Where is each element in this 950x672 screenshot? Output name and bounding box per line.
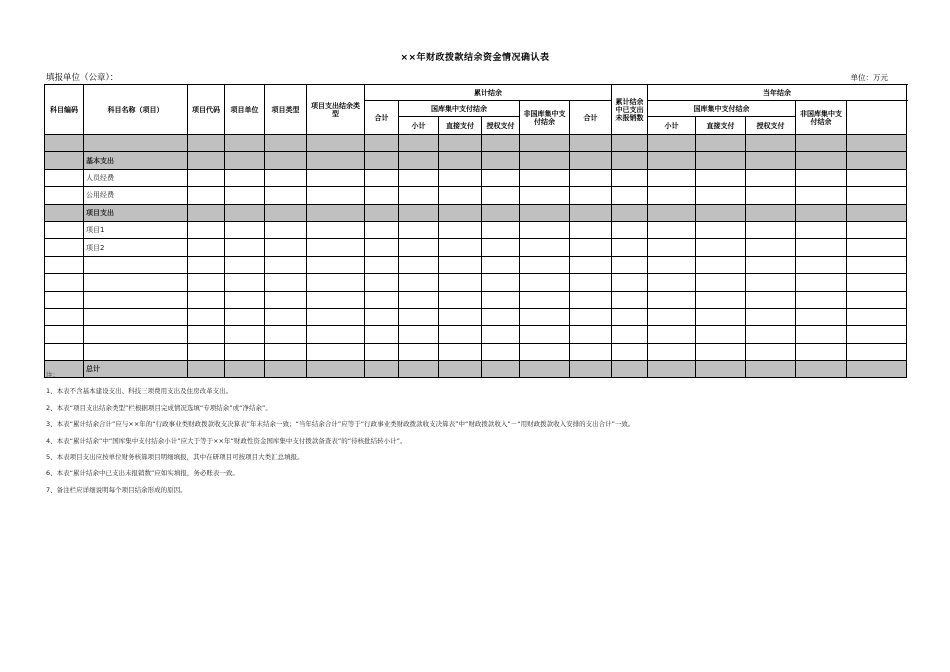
- data-cell[interactable]: [365, 152, 399, 169]
- row-label-cell[interactable]: 公用经费: [84, 187, 188, 204]
- data-cell[interactable]: [399, 343, 439, 360]
- header-subject-code: 科目编码: [45, 85, 84, 135]
- data-cell[interactable]: [439, 169, 482, 186]
- data-cell[interactable]: [570, 135, 612, 152]
- data-cell[interactable]: [847, 274, 907, 291]
- data-cell[interactable]: [520, 169, 570, 186]
- table-row: [45, 291, 907, 308]
- data-cell[interactable]: [399, 152, 439, 169]
- data-cell[interactable]: [796, 135, 847, 152]
- table-row: [45, 274, 907, 291]
- data-cell[interactable]: [612, 152, 648, 169]
- data-cell[interactable]: [696, 326, 746, 343]
- data-cell[interactable]: [612, 326, 648, 343]
- data-cell[interactable]: [225, 221, 265, 238]
- data-cell[interactable]: [265, 308, 307, 325]
- data-cell[interactable]: [520, 326, 570, 343]
- data-cell[interactable]: [520, 221, 570, 238]
- data-cell[interactable]: [612, 239, 648, 256]
- data-cell[interactable]: [696, 274, 746, 291]
- data-cell[interactable]: [482, 204, 520, 221]
- data-cell[interactable]: [188, 204, 225, 221]
- data-cell[interactable]: [648, 274, 696, 291]
- data-cell[interactable]: [520, 204, 570, 221]
- data-cell[interactable]: [570, 169, 612, 186]
- note-line: 3、本表“累计结余合计”应与××年的“行政事业类财政拨款收支决算表”年末结余一致；“当年结余合计”应等于“行政事业类财政拨款收支决算表”中“财政拨款收入”－“用财政拨款收入安排的支出合计”一致。: [46, 420, 635, 429]
- data-cell[interactable]: [612, 291, 648, 308]
- data-cell[interactable]: [307, 187, 365, 204]
- data-cell[interactable]: [746, 152, 796, 169]
- data-cell[interactable]: [399, 135, 439, 152]
- data-cell[interactable]: [847, 169, 907, 186]
- table-row: [45, 308, 907, 325]
- data-cell[interactable]: [796, 204, 847, 221]
- data-cell[interactable]: [482, 135, 520, 152]
- data-cell[interactable]: [482, 326, 520, 343]
- data-cell[interactable]: [307, 308, 365, 325]
- data-cell[interactable]: [482, 256, 520, 273]
- data-cell[interactable]: [188, 308, 225, 325]
- header-cum-direct: 直接支付: [439, 117, 482, 135]
- row-label-cell[interactable]: [84, 343, 188, 360]
- data-cell[interactable]: [265, 135, 307, 152]
- note-line: 2、本表“项目支出结余类型”栏根据项目完成情况选填“专项结余”或“净结余”。: [46, 403, 272, 412]
- data-cell[interactable]: [399, 204, 439, 221]
- row-label-cell[interactable]: 项目1: [84, 221, 188, 238]
- data-cell[interactable]: [482, 239, 520, 256]
- data-cell[interactable]: [482, 187, 520, 204]
- data-cell[interactable]: [188, 274, 225, 291]
- data-cell[interactable]: [439, 135, 482, 152]
- notes-section: [46, 367, 634, 498]
- data-cell[interactable]: [796, 221, 847, 238]
- data-cell[interactable]: [307, 221, 365, 238]
- data-cell[interactable]: [847, 256, 907, 273]
- header-current-year: 当年结余: [648, 85, 907, 101]
- data-cell[interactable]: [796, 291, 847, 308]
- data-cell[interactable]: [307, 239, 365, 256]
- data-cell[interactable]: [307, 135, 365, 152]
- data-cell[interactable]: [746, 187, 796, 204]
- header-cur-total: 合计: [570, 101, 612, 135]
- data-cell[interactable]: [399, 221, 439, 238]
- data-cell[interactable]: [265, 204, 307, 221]
- data-cell[interactable]: [746, 204, 796, 221]
- data-cell[interactable]: [796, 274, 847, 291]
- table-row: [45, 204, 907, 221]
- data-cell[interactable]: [648, 204, 696, 221]
- data-cell[interactable]: [847, 361, 907, 378]
- data-cell[interactable]: [847, 326, 907, 343]
- data-cell[interactable]: [188, 343, 225, 360]
- data-cell[interactable]: [696, 204, 746, 221]
- data-cell[interactable]: [439, 152, 482, 169]
- data-cell[interactable]: [847, 152, 907, 169]
- data-cell[interactable]: [265, 326, 307, 343]
- data-cell[interactable]: [439, 291, 482, 308]
- data-cell[interactable]: [399, 169, 439, 186]
- data-cell[interactable]: [365, 326, 399, 343]
- data-cell[interactable]: [746, 169, 796, 186]
- data-cell[interactable]: [570, 343, 612, 360]
- data-cell[interactable]: [225, 256, 265, 273]
- data-cell[interactable]: [520, 308, 570, 325]
- data-cell[interactable]: [746, 361, 796, 378]
- data-cell[interactable]: [847, 204, 907, 221]
- header-project-unit: 项目单位: [225, 85, 265, 135]
- data-cell[interactable]: [746, 291, 796, 308]
- data-cell[interactable]: [265, 291, 307, 308]
- row-label-cell[interactable]: 人员经费: [84, 169, 188, 186]
- data-cell[interactable]: [570, 204, 612, 221]
- data-cell[interactable]: [746, 135, 796, 152]
- data-cell[interactable]: [225, 152, 265, 169]
- table-row: [45, 152, 907, 169]
- data-cell[interactable]: [482, 169, 520, 186]
- data-cell[interactable]: [696, 361, 746, 378]
- data-cell[interactable]: [307, 343, 365, 360]
- table-row: [45, 221, 907, 238]
- data-cell[interactable]: [612, 256, 648, 273]
- header-balance-type: 项目支出结余类型: [307, 85, 365, 135]
- data-cell[interactable]: [307, 274, 365, 291]
- data-cell[interactable]: [439, 343, 482, 360]
- row-label-cell[interactable]: 基本支出: [84, 152, 188, 169]
- data-cell[interactable]: [482, 152, 520, 169]
- header-cum-subtotal: 小计: [399, 117, 439, 135]
- data-cell[interactable]: [696, 291, 746, 308]
- note-line: 7、备注栏应详细说明每个项目结余形成的原因。: [46, 485, 187, 494]
- data-cell[interactable]: [225, 343, 265, 360]
- row-label-cell[interactable]: [84, 256, 188, 273]
- data-cell[interactable]: [307, 204, 365, 221]
- table-row: [45, 343, 907, 360]
- data-cell[interactable]: [796, 169, 847, 186]
- data-cell[interactable]: [45, 135, 84, 152]
- note-line: 5、本表项目支出应按单位财务核算项目明细填报，其中在研项目可按项目大类汇总填报。: [46, 453, 304, 462]
- data-cell[interactable]: [265, 256, 307, 273]
- data-cell[interactable]: [696, 187, 746, 204]
- data-cell[interactable]: [696, 221, 746, 238]
- data-cell[interactable]: [612, 274, 648, 291]
- table-row: [45, 256, 907, 273]
- data-cell[interactable]: [188, 256, 225, 273]
- header-cum-treasury: 国库集中支付结余: [399, 101, 520, 117]
- data-cell[interactable]: [439, 308, 482, 325]
- data-cell[interactable]: [265, 274, 307, 291]
- note-line: 4、本表“累计结余”中“国库集中支付结余小计”应大于等于××年“财政性资金国库集中支付拨款备查表”的“待核批结转小计”。: [46, 436, 407, 445]
- data-cell[interactable]: [520, 291, 570, 308]
- data-cell[interactable]: [696, 152, 746, 169]
- data-cell[interactable]: [847, 291, 907, 308]
- data-cell[interactable]: [365, 274, 399, 291]
- data-cell[interactable]: [612, 187, 648, 204]
- filler-unit-label: 填报单位（公章）：: [46, 73, 119, 83]
- data-cell[interactable]: [847, 343, 907, 360]
- data-cell[interactable]: [796, 308, 847, 325]
- header-unreported: 累计结余中已支出未报销数: [612, 85, 648, 135]
- data-cell[interactable]: [648, 169, 696, 186]
- data-cell[interactable]: [570, 291, 612, 308]
- data-cell[interactable]: [796, 256, 847, 273]
- data-cell[interactable]: [696, 239, 746, 256]
- data-cell[interactable]: [520, 274, 570, 291]
- data-cell[interactable]: [612, 169, 648, 186]
- data-cell[interactable]: [399, 308, 439, 325]
- data-cell[interactable]: [482, 343, 520, 360]
- data-cell[interactable]: [188, 239, 225, 256]
- data-cell[interactable]: [399, 239, 439, 256]
- data-cell[interactable]: [796, 326, 847, 343]
- data-cell[interactable]: [225, 169, 265, 186]
- data-cell[interactable]: [570, 187, 612, 204]
- data-cell[interactable]: [796, 361, 847, 378]
- note-line: 6、本表“累计结余中已支出未报销数”应如实填报，务必账表一致。: [46, 469, 239, 478]
- data-cell[interactable]: [188, 169, 225, 186]
- data-cell[interactable]: [847, 221, 907, 238]
- data-cell[interactable]: [225, 135, 265, 152]
- table-row: [45, 326, 907, 343]
- data-cell[interactable]: [225, 187, 265, 204]
- data-cell[interactable]: [365, 256, 399, 273]
- data-cell[interactable]: [365, 169, 399, 186]
- data-cell[interactable]: [648, 187, 696, 204]
- data-cell[interactable]: [265, 343, 307, 360]
- header-cur-direct: 直接支付: [696, 117, 746, 135]
- data-cell[interactable]: [45, 152, 84, 169]
- data-cell[interactable]: [520, 256, 570, 273]
- data-cell[interactable]: [696, 343, 746, 360]
- data-cell[interactable]: [746, 239, 796, 256]
- data-cell[interactable]: [847, 135, 907, 152]
- data-cell[interactable]: [265, 221, 307, 238]
- data-cell[interactable]: [225, 291, 265, 308]
- data-cell[interactable]: [265, 169, 307, 186]
- data-cell[interactable]: [570, 308, 612, 325]
- note-line: 注：: [46, 371, 59, 379]
- table-row: [45, 187, 907, 204]
- data-cell[interactable]: [45, 308, 84, 325]
- data-cell[interactable]: [399, 291, 439, 308]
- data-cell[interactable]: [188, 152, 225, 169]
- header-cur-non-treasury: 非国库集中支付结余: [796, 101, 847, 135]
- data-cell[interactable]: [746, 308, 796, 325]
- table-row: [45, 239, 907, 256]
- data-cell[interactable]: [439, 187, 482, 204]
- data-cell[interactable]: [225, 204, 265, 221]
- data-cell[interactable]: [399, 256, 439, 273]
- data-cell[interactable]: [648, 308, 696, 325]
- data-cell[interactable]: [265, 187, 307, 204]
- data-cell[interactable]: [188, 326, 225, 343]
- data-cell[interactable]: [482, 274, 520, 291]
- data-cell[interactable]: [746, 343, 796, 360]
- data-cell[interactable]: [365, 291, 399, 308]
- data-cell[interactable]: [520, 343, 570, 360]
- data-cell[interactable]: [612, 343, 648, 360]
- data-cell[interactable]: [482, 308, 520, 325]
- data-cell[interactable]: [696, 135, 746, 152]
- data-cell[interactable]: [648, 343, 696, 360]
- data-cell[interactable]: [696, 308, 746, 325]
- data-cell[interactable]: [307, 152, 365, 169]
- data-cell[interactable]: [188, 221, 225, 238]
- balance-table: [44, 84, 907, 378]
- row-label-cell[interactable]: [84, 326, 188, 343]
- row-label-cell[interactable]: [84, 291, 188, 308]
- data-cell[interactable]: [188, 291, 225, 308]
- data-cell[interactable]: [45, 326, 84, 343]
- data-cell[interactable]: [188, 135, 225, 152]
- header-subject-name: 科目名称（项目）: [84, 85, 188, 135]
- header-cum-non-treasury: 非国库集中支付结余: [520, 101, 570, 135]
- header-cur-authorized: 授权支付: [746, 117, 796, 135]
- data-cell[interactable]: [45, 221, 84, 238]
- data-cell[interactable]: [439, 256, 482, 273]
- data-cell[interactable]: [307, 326, 365, 343]
- data-cell[interactable]: [648, 135, 696, 152]
- header-cur-subtotal: 小计: [648, 117, 696, 135]
- data-cell[interactable]: [612, 204, 648, 221]
- data-cell[interactable]: [307, 291, 365, 308]
- data-cell[interactable]: [796, 152, 847, 169]
- data-cell[interactable]: [365, 343, 399, 360]
- data-cell[interactable]: [796, 239, 847, 256]
- unit-label: 单位：万元: [850, 73, 888, 82]
- data-cell[interactable]: [520, 187, 570, 204]
- data-cell[interactable]: [648, 239, 696, 256]
- row-label-cell[interactable]: 总计: [84, 361, 188, 378]
- data-cell[interactable]: [45, 204, 84, 221]
- data-cell[interactable]: [570, 256, 612, 273]
- data-cell[interactable]: [570, 326, 612, 343]
- row-label-cell[interactable]: [84, 308, 188, 325]
- header-cumulative: 累计结余: [365, 85, 612, 101]
- table-row: [45, 169, 907, 186]
- data-cell[interactable]: [648, 361, 696, 378]
- data-cell[interactable]: [847, 239, 907, 256]
- data-cell[interactable]: [225, 239, 265, 256]
- data-cell[interactable]: [365, 135, 399, 152]
- data-cell[interactable]: [45, 274, 84, 291]
- data-cell[interactable]: [612, 135, 648, 152]
- data-cell[interactable]: [45, 343, 84, 360]
- data-cell[interactable]: [796, 187, 847, 204]
- data-cell[interactable]: [482, 221, 520, 238]
- data-cell[interactable]: [570, 221, 612, 238]
- page-title: ××年财政拨款结余资金情况确认表: [400, 53, 550, 63]
- data-cell[interactable]: [796, 343, 847, 360]
- data-cell[interactable]: [570, 152, 612, 169]
- data-cell[interactable]: [696, 169, 746, 186]
- data-cell[interactable]: [648, 221, 696, 238]
- data-cell[interactable]: [45, 239, 84, 256]
- data-cell[interactable]: [365, 204, 399, 221]
- row-label-cell[interactable]: 项目2: [84, 239, 188, 256]
- data-cell[interactable]: [439, 221, 482, 238]
- data-cell[interactable]: [307, 256, 365, 273]
- data-cell[interactable]: [225, 326, 265, 343]
- data-cell[interactable]: [648, 256, 696, 273]
- header-cum-total: 合计: [365, 101, 399, 135]
- data-cell[interactable]: [45, 169, 84, 186]
- data-cell[interactable]: [399, 187, 439, 204]
- data-cell[interactable]: [520, 152, 570, 169]
- data-cell[interactable]: [365, 308, 399, 325]
- note-line: 1、本表不含基本建设支出、科技三项费用支出及住房改革支出。: [46, 387, 233, 396]
- data-cell[interactable]: [45, 256, 84, 273]
- data-cell[interactable]: [365, 239, 399, 256]
- data-cell[interactable]: [482, 291, 520, 308]
- data-cell[interactable]: [45, 187, 84, 204]
- data-cell[interactable]: [265, 152, 307, 169]
- data-cell[interactable]: [612, 308, 648, 325]
- data-cell[interactable]: [225, 308, 265, 325]
- data-cell[interactable]: [746, 256, 796, 273]
- data-cell[interactable]: [265, 239, 307, 256]
- data-cell[interactable]: [365, 187, 399, 204]
- data-cell[interactable]: [520, 239, 570, 256]
- header-project-type: 项目类型: [265, 85, 307, 135]
- data-cell[interactable]: [399, 274, 439, 291]
- data-cell[interactable]: [365, 221, 399, 238]
- data-cell[interactable]: [696, 256, 746, 273]
- row-label-cell[interactable]: [84, 274, 188, 291]
- data-cell[interactable]: [570, 239, 612, 256]
- data-cell[interactable]: [439, 326, 482, 343]
- data-cell[interactable]: [45, 291, 84, 308]
- data-cell[interactable]: [570, 274, 612, 291]
- data-cell[interactable]: [847, 187, 907, 204]
- data-cell[interactable]: [746, 326, 796, 343]
- data-cell[interactable]: [847, 308, 907, 325]
- data-cell[interactable]: [399, 326, 439, 343]
- header-cur-treasury: 国库集中支付结余: [648, 101, 796, 117]
- data-cell[interactable]: [746, 221, 796, 238]
- data-cell[interactable]: [188, 187, 225, 204]
- header-cum-authorized: 授权支付: [482, 117, 520, 135]
- table-row: [45, 135, 907, 152]
- data-cell[interactable]: [648, 326, 696, 343]
- row-label-cell[interactable]: [84, 135, 188, 152]
- data-cell[interactable]: [648, 291, 696, 308]
- data-cell[interactable]: [648, 152, 696, 169]
- data-cell[interactable]: [439, 204, 482, 221]
- table-body: [45, 135, 907, 378]
- row-label-cell[interactable]: 项目支出: [84, 204, 188, 221]
- data-cell[interactable]: [612, 221, 648, 238]
- data-cell[interactable]: [439, 274, 482, 291]
- data-cell[interactable]: [225, 274, 265, 291]
- data-cell[interactable]: [307, 169, 365, 186]
- header-project-code: 项目代码: [188, 85, 225, 135]
- data-cell[interactable]: [520, 135, 570, 152]
- data-cell[interactable]: [439, 239, 482, 256]
- data-cell[interactable]: [746, 274, 796, 291]
